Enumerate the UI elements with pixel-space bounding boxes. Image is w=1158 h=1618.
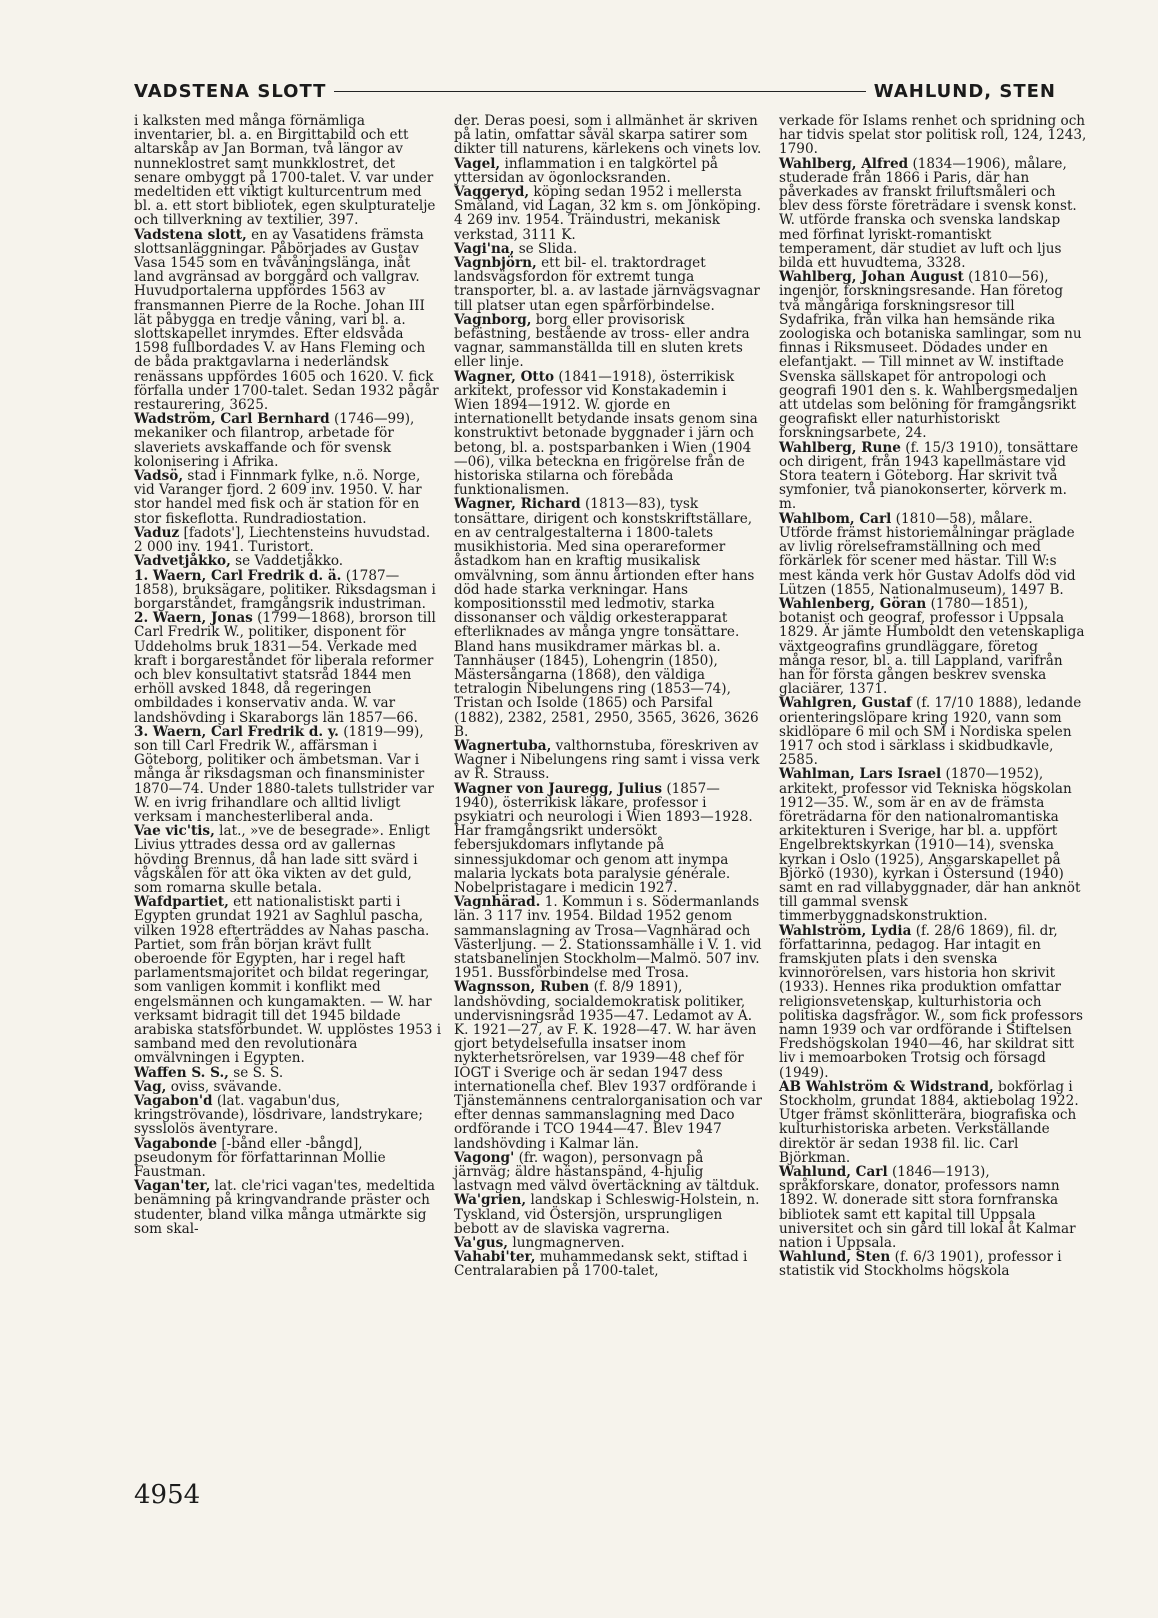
dictionary-entry xyxy=(779,512,1087,597)
dictionary-entry xyxy=(454,114,762,157)
entry-headword: Vaduz xyxy=(134,524,180,541)
dictionary-entry xyxy=(454,370,762,498)
entry-headword: Vagong' xyxy=(454,1149,515,1166)
dictionary-entry xyxy=(454,739,762,782)
dictionary-entry xyxy=(779,270,1087,440)
entry-text: (1834—1906), målare, studerade från 1866 i Paris, där han påverkades av franskt friluftsmåleri och blev dess förste företrädare i svensk konst. W. utförde franska och svenska landskap med förfinat lyriskt-romantiskt temperament, där studiet av luft och ljus bilda ett huvudtema, 3328. xyxy=(779,155,1077,272)
entry-text: (1810—58), målare. Utförde främst historiemålningar präglade av livlig rörelseframställning och med förkärlek för scener med hästar. Till W:s mest kända verk hör Gustav Adolfs död vid Lützen (1855, Nationalmuseum), 1497 B. xyxy=(779,510,1076,598)
entry-text: verkade för Islams renhet och spridning och har tidvis spelat stor politisk roll, 124, 1243, 1790. xyxy=(779,113,1087,158)
dictionary-entry xyxy=(134,114,442,228)
entry-headword: 2. Waern, Jonas xyxy=(134,610,253,627)
dictionary-entry xyxy=(134,895,442,1065)
entry-text: se Slida. xyxy=(518,240,578,257)
entry-text: (1857—1940), österrikisk läkare, professor i psykiatri och neurologi i Wien 1893—1928. Har framgångsrikt undersökt febersjukdomars inflytande på sinnessjukdomar och genom att inympa malaria lyckats bota paralysie générale. Nobelpristagare i medicin 1927. xyxy=(454,780,753,896)
entry-headword: Wagnsson, Ruben xyxy=(454,979,590,996)
entry-headword: Wagner, Richard xyxy=(454,496,581,513)
entry-headword: Vadstena slott, xyxy=(134,226,247,243)
entry-text: landskap i Schleswig-Holstein, n. Tyskland, vid Östersjön, ursprungligen bebott av de slaviska vagrerna. xyxy=(454,1192,760,1237)
dictionary-entry xyxy=(454,185,762,242)
entry-headword: 3. Waern, Carl Fredrik d. y. xyxy=(134,723,339,740)
dictionary-entry xyxy=(454,157,762,185)
entry-text: stad i Finnmark fylke, n.ö. Norge, vid Varanger fjord. 2 609 inv. 1950. V. har stor handel med fisk och är station för en stor fiskeflotta. Rundradiostation. xyxy=(134,468,422,527)
dictionary-entry xyxy=(134,824,442,895)
entry-text: (1819—99), son till Carl Fredrik W., affärsman i Göteborg, politiker och ämbetsman. Var i många år riksdagsman och finansminister 1870—74. Under 1880-talets tullstrider var W. en ivrig frihandlare och alltid livligt verksam i manchesterliberal anda. xyxy=(134,723,434,825)
dictionary-entry xyxy=(454,256,762,313)
entry-headword: Wagner, Otto xyxy=(454,368,555,385)
dictionary-entry xyxy=(134,554,442,568)
running-header xyxy=(134,80,1056,102)
entry-text: [fadots'], Liechtensteins huvudstad. 2 000 inv. 1941. Turistort. xyxy=(134,524,431,556)
entry-headword: Vagabonde xyxy=(134,1135,218,1152)
dictionary-entry xyxy=(134,412,442,469)
dictionary-entry xyxy=(134,1066,442,1080)
entry-headword: Vagan'ter, xyxy=(134,1178,211,1195)
entry-headword: Va'gus, xyxy=(454,1235,509,1252)
entry-text: lat. cle'rici vagan'tes, medeltida benämning på kringvandrande präster och studenter, bland vilka många utmärkte sig som skal- xyxy=(134,1178,435,1237)
dictionary-entry xyxy=(779,114,1087,157)
entry-text: (1810—56), ingenjör, forskningsresande. Han företog två mångåriga forskningsresor till Sydafrika, från vilka han hemsände rika zoologiska och botaniska samlingar, som nu finnas i Riksmuseet. Dödades under en elefantjakt. — Till minnet av W. instiftade Svenska sällskapet för antropologi och geografi 1901 den s. k. Wahlbergsmedaljen att utdelas som belöning för framgångsrikt geografiskt eller naturhistoriskt forskningsarbete, 24. xyxy=(779,269,1082,442)
entry-headword: Vagnbjörn, xyxy=(454,255,537,272)
dictionary-entry xyxy=(134,1094,442,1137)
dictionary-entry xyxy=(779,696,1087,767)
entry-text: (1787—1858), bruksägare, politiker. Riksdagsman i borgarståndet, framgångsrik industriman. xyxy=(134,567,436,612)
entry-text: (1746—99), mekaniker och filantrop, arbetade för slaveriets avskaffande och för svensk kolonisering i Afrika. xyxy=(134,411,415,470)
entry-text: (f. 15/3 1910), tonsättare och dirigent, från 1943 kapellmästare vid Stora teatern i Göteborg. Har skrivit två symfonier, två pianokonserter, körverk m. m. xyxy=(779,439,1079,513)
entry-headword: Vagnborg, xyxy=(454,311,532,328)
entry-text: (1841—1918), österrikisk arkitekt, professor vid Konstakademin i Wien 1894—1912. W. gjorde en internationellt betydande insats genom sina konstruktivt betonade byggnader i järn och betong, bl. a. postsparbanken i Wien (1904—06), vilka beteckna en frigörelse från de historiska stilarna och förebåda funktionalismen. xyxy=(454,368,758,499)
header-left-title: VADSTENA SLOTT xyxy=(134,80,327,102)
dictionary-entry xyxy=(454,980,762,1150)
dictionary-entry xyxy=(454,782,762,896)
entry-text: ett nationalistiskt parti i Egypten grundat 1921 av Saghlul pascha, vilken 1928 efterträddes av Nahas pascha. Partiet, som från början krävt fullt oberoende för Egypten, har i regel haft parlamentsmajoritet och bildat regeringar, som vanligen kommit i konflikt med engelsmännen och kungamakten. — W. har verksamt bidragit till det 1945 bildade arabiska statsförbundet. W. upplöstes 1953 i samband med den revolutionära omvälvningen i Egypten. xyxy=(134,894,442,1067)
dictionary-entry xyxy=(454,1151,762,1194)
entry-headword: 1. Waern, Carl Fredrik d. ä. xyxy=(134,567,342,584)
header-right-title: WAHLUND, STEN xyxy=(873,80,1056,102)
entry-text: ett bil- el. traktordraget landsvägsfordon för extremt tunga transporter, bl. a. av lastade järnvägsvagnar till platser utan egen spårförbindelse. xyxy=(454,255,760,314)
dictionary-entry xyxy=(454,1250,762,1278)
page-number: 4954 xyxy=(134,1480,201,1510)
dictionary-entry xyxy=(134,469,442,526)
dictionary-entry xyxy=(779,767,1087,923)
entry-headword: Vaggeryd, xyxy=(454,184,530,201)
column-3 xyxy=(779,114,1087,1279)
dictionary-entry xyxy=(454,242,762,256)
entry-text: (fr. wagon), personvagn på järnväg; äldre hästanspänd, 4-hjulig lastvagn med välvd övertäckning av tältduk. xyxy=(454,1149,760,1195)
dictionary-entry xyxy=(454,895,762,980)
dictionary-entry xyxy=(134,1080,442,1094)
header-rule xyxy=(334,91,865,92)
entry-text: valthornstuba, föreskriven av Wagner i Nibelungens ring samt i vissa verk av R. Strauss. xyxy=(454,737,760,783)
entry-text: lat., »ve de besegrade». Enligt Livius yttrades dessa ord av gallernas hövding Brennus, då han lade sitt svärd i vågskålen för att öka vikten av det guld, som romarna skulle betala. xyxy=(134,823,430,896)
entry-text: (f. 8/9 1891), landshövding, socialdemokratisk politiker, undervisningsråd 1935—47. Ledamot av A. K. 1921—27, av F. K. 1928—47. W. har även gjort betydelsefulla insatser inom nykterhetsrörelsen, var 1939—48 chef för IOGT i Sverige och är sedan 1947 dess internationella chef. Blev 1937 ordförande i Tjänstemännens centralorganisation och var efter dennas sammanslagning med Daco ordförande i TCO 1944—47. Blev 1947 landshövding i Kalmar län. xyxy=(454,979,762,1152)
entry-headword: Wahlberg, Rune xyxy=(779,439,901,456)
dictionary-entry xyxy=(779,1165,1087,1250)
entry-headword: Wahlund, Carl xyxy=(779,1164,888,1181)
entry-text: (f. 28/6 1869), fil. dr, författarinna, pedagog. Har intagit en framskjuten plats i den svenska kvinnorörelsen, vars historia hon skrivit (1933). Hennes rika produktion omfattar religionsvetenskap, kulturhistoria och politiska dagsfrågor. W., som fick professors namn 1939 och var ordförande i Stiftelsen Fredshögskolan 1940—46, har skildrat sitt liv i memoarboken Trotsig och försagd (1949). xyxy=(779,922,1083,1081)
dictionary-entry xyxy=(454,1236,762,1250)
entry-text: borg eller provisorisk befästning, bestående av tross- eller andra vagnar, sammanställda till en sluten krets eller linje. xyxy=(454,311,750,371)
entry-headword: Wahlgren, Gustaf xyxy=(779,695,912,712)
entry-headword: Wahlberg, Johan August xyxy=(779,269,964,286)
entry-text: inflammation i en talgkörtel på yttersidan av ögonlocksranden. xyxy=(454,155,719,186)
entry-text: i kalksten med många förnämliga inventarier, bl. a. en Birgittabild och ett altarskåp av Jan Borman, två längor av nunneklostret samt munkklostret, det senare ombyggt på 1700-talet. V. var under medeltiden ett viktigt kulturcentrum med bl. a. ett stort bibliotek, egen skulpturatelje och tillverkning av textilier, 397. xyxy=(134,113,436,229)
entry-headword: Wahlbom, Carl xyxy=(779,510,892,527)
entry-headword: Vag, xyxy=(134,1078,167,1095)
entry-headword: Wahlman, Lars Israel xyxy=(779,766,942,783)
column-2 xyxy=(454,114,762,1279)
dictionary-entry xyxy=(134,1179,442,1236)
entry-text: [-bånd eller -bångd], pseudonym för författarinnan Mollie Faustman. xyxy=(134,1135,386,1181)
entry-text: 1. Kommun i s. Södermanlands län. 3 117 inv. 1954. Bildad 1952 genom sammanslagning av Trosa—Vagnhärad och Västerljung. — 2. Stationssamhälle i V. 1. vid statsbanelinjen Stockholm—Malmö. 507 inv. 1951. Bussförbindelse med Trosa. xyxy=(454,894,762,982)
entry-headword: Vagel, xyxy=(454,155,501,172)
dictionary-entry xyxy=(454,1193,762,1236)
entry-text: (lat. vagabun'dus, kringströvande), lösdrivare, landstrykare; sysslolös äventyrare. xyxy=(134,1093,423,1138)
entry-headword: Vagabon'd xyxy=(134,1093,213,1110)
entry-headword: Wagnertuba, xyxy=(454,737,552,754)
dictionary-entry xyxy=(779,441,1087,512)
entry-headword: Waffen S. S., xyxy=(134,1064,229,1081)
dictionary-entry xyxy=(779,597,1087,696)
entry-text: en av Vasatidens främsta slottsanläggningar. Påbörjades av Gustav Vasa 1545 som en tvåvåningslänga, inåt land avgränsad av borggård och vallgrav. Huvudportalerna uppfördes 1563 av fransmannen Pierre de la Roche. Johan III lät påbygga en tredje våning, vari bl. a. slottskapellet inrymdes. Efter eldsvåda 1598 fullbordades V. av Hans Fleming och de båda praktgavlarna i nederländsk renässans uppfördes 1605 och 1620. V. fick förfalla under 1700-talet. Sedan 1932 pågår restaurering, 3625. xyxy=(134,226,439,414)
entry-text: (f. 6/3 1901), professor i statistik vid Stockholms högskola xyxy=(779,1249,1062,1280)
entry-text: lungmagnerven. xyxy=(512,1235,625,1252)
dictionary-entry xyxy=(779,157,1087,271)
entry-headword: Wahlund, Sten xyxy=(779,1249,891,1266)
entry-headword: Wahlberg, Alfred xyxy=(779,155,909,172)
entry-headword: Wahlenberg, Göran xyxy=(779,595,927,612)
entry-headword: Vahabi'ter, xyxy=(454,1249,536,1266)
dictionary-entry xyxy=(454,313,762,370)
entry-headword: Wadström, Carl Bernhard xyxy=(134,411,330,428)
entry-headword: Vadsö, xyxy=(134,468,184,485)
entry-text: (1780—1851), botanist och geograf, professor i Uppsala 1829. Är jämte Humboldt den vetenskapliga växtgeografins grundläggare, företog många resor, bl. a. till Lappland, varifrån han för första gången beskrev svenska glaciärer, 1371. xyxy=(779,595,1085,698)
dictionary-entry xyxy=(134,228,442,413)
dictionary-entry xyxy=(134,611,442,725)
dictionary-entry xyxy=(779,924,1087,1080)
dictionary-entry xyxy=(779,1250,1087,1278)
entry-text: muhammedansk sekt, stiftad i Centralarabien på 1700-talet, xyxy=(454,1249,748,1280)
entry-headword: Vagi'na, xyxy=(454,240,515,257)
dictionary-entry xyxy=(134,725,442,824)
entry-headword: AB Wahlström & Widstrand, xyxy=(779,1078,994,1095)
entry-headword: Vadvetjåkko, xyxy=(134,553,231,570)
entry-headword: Wahlström, Lydia xyxy=(779,922,912,939)
entry-headword: Wa'grien, xyxy=(454,1192,527,1209)
entry-text: (f. 17/10 1888), ledande orienteringslöpare kring 1920, vann som skidlöpare 6 mil och SM i Nordiska spelen 1917 och stod i särklass i skidbudkavle, 2585. xyxy=(779,695,1082,769)
dictionary-entry xyxy=(134,1137,442,1180)
entry-text: köping sedan 1952 i mellersta Småland, vid Lagan, 32 km s. om Jönköping. 4 269 inv. 1954. Träindustri, mekanisk verkstad, 3111 K. xyxy=(454,184,761,243)
entry-text: (1799—1868), brorson till Carl Fredrik W., politiker, disponent för Uddeholms bruk 1831—54. Verkade med kraft i borgareståndet för liberala reformer och blev konsultativt statsråd 1844 men erhöll avsked 1848, då regeringen ombildades i konservativ anda. W. var landshövding i Skaraborgs län 1857—66. xyxy=(134,610,436,726)
entry-headword: Wagner von Jauregg, Julius xyxy=(454,780,662,797)
dictionary-entry xyxy=(134,569,442,612)
dictionary-entry xyxy=(779,1080,1087,1165)
entry-headword: Wafdpartiet, xyxy=(134,894,229,911)
entry-text: oviss, svävande. xyxy=(170,1078,282,1095)
entry-headword: Vae vic'tis, xyxy=(134,823,215,840)
entry-text: bokförlag i Stockholm, grundat 1884, aktiebolag 1922. Utger främst skönlitterära, biografiska och kulturhistoriska arbeten. Verkställande direktör är sedan 1938 fil. lic. Carl Björkman. xyxy=(779,1078,1079,1166)
column-1 xyxy=(134,114,442,1236)
entry-text: der. Deras poesi, som i allmänhet är skriven på latin, omfattar såväl skarpa satirer som dikter till naturens, kärlekens och vinets lov. xyxy=(454,113,762,158)
dictionary-entry xyxy=(454,497,762,738)
entry-text: (1846—1913), språkforskare, donator, professors namn 1892. W. donerade sitt stora fornfranska bibliotek samt ett kapital till Uppsala universitet och sin gård till lokal åt Kalmar nation i Uppsala. xyxy=(779,1164,1076,1252)
entry-headword: Vagnhärad. xyxy=(454,894,541,911)
dictionary-entry xyxy=(134,526,442,554)
entry-text: (1870—1952), arkitekt, professor vid Tekniska högskolan 1912—35. W., som är en av de främsta företrädarna för den nationalromantiska arkitekturen i Sverige, har bl. a. uppfört Engelbrektskyrkan (1910—14), svenska kyrkan i Oslo (1925), Ansgarskapellet på Björkö (1930), kyrkan i Östersund (1940) samt en rad villabyggnader, där han anknöt till gammal svensk timmerbyggnadskonstruktion. xyxy=(779,766,1081,925)
entry-text: se S. S. xyxy=(233,1064,284,1081)
entry-text: se Vaddetjåkko. xyxy=(235,553,344,570)
entry-text: (1813—83), tysk tonsättare, dirigent och konstskriftställare, en av centralgestalterna i 1800-talets musikhistoria. Med sina operareformer åstadkom han en kraftig musikalisk omvälvning, som ännu årtionden efter hans död hade starka verkningar. Hans kompositionsstil med ledmotiv, starka dissonanser och väldig orkesterapparat efterliknades av många yngre tonsättare. Bland hans musikdramer märkas bl. a. Tannhäuser (1845), Lohengrin (1850), Mästersångarna (1868), den väldiga tetralogin Nibelungens ring (1853—74), Tristan och Isolde (1865) och Parsifal (1882), 2382, 2581, 2950, 3565, 3626, 3626 B. xyxy=(454,496,759,740)
